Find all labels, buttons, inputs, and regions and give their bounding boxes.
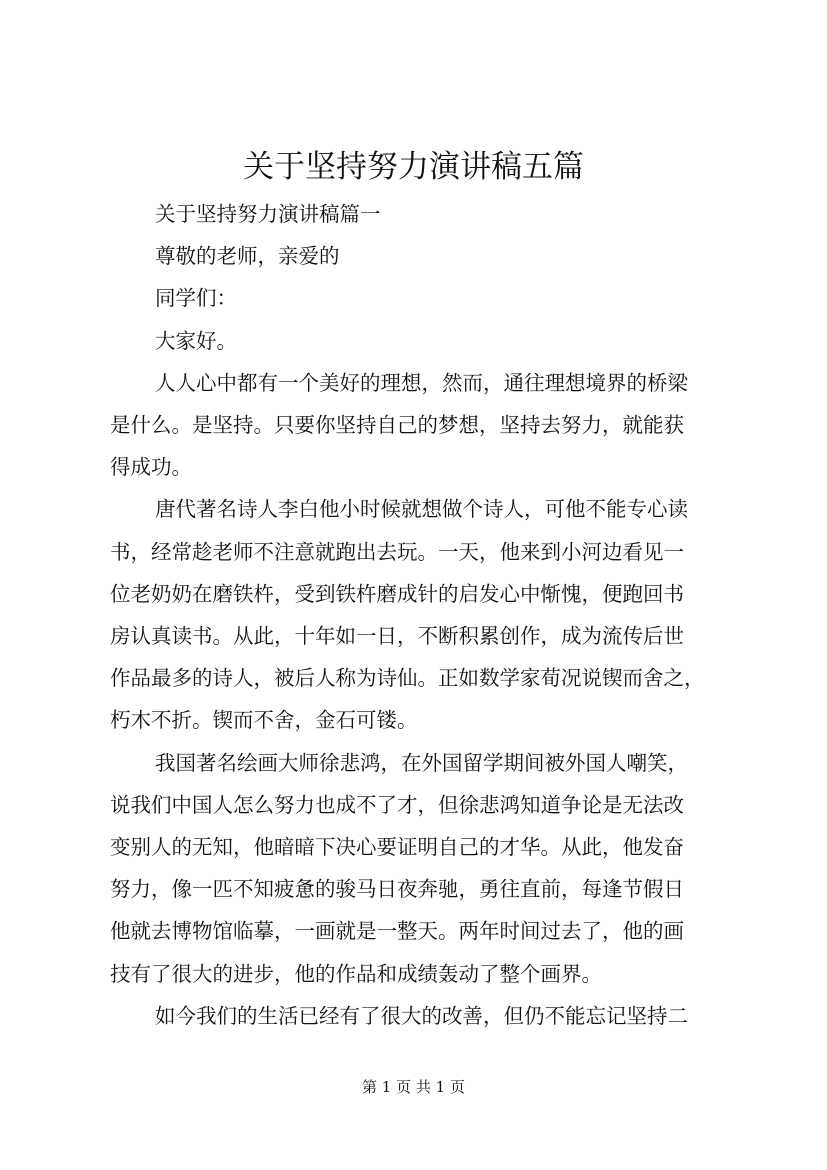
body-line: 书，经常趁老师不注意就跑出去玩。一天，他来到小河边看见一 <box>110 539 684 564</box>
body-line: 努力，像一匹不知疲惫的骏马日夜奔驰，勇往直前，每逢节假日 <box>110 877 684 902</box>
body-line: 唐代著名诗人李白他小时候就想做个诗人，可他不能专心读 <box>155 497 688 522</box>
body-line: 是什么。是坚持。只要你坚持自己的梦想，坚持去努力，就能获 <box>110 413 684 438</box>
body-line: 他就去博物馆临摹，一画就是一整天。两年时间过去了，他的画 <box>110 919 684 944</box>
body-line: 技有了很大的进步，他的作品和成绩轰动了整个画界。 <box>110 961 602 986</box>
body-line: 作品最多的诗人，被后人称为诗仙。正如数学家荀况说锲而舍之， <box>110 666 705 691</box>
body-line: 我国著名绘画大师徐悲鸿，在外国留学期间被外国人嘲笑， <box>155 750 688 775</box>
body-line: 变别人的无知，他暗暗下决心要证明自己的才华。从此，他发奋 <box>110 835 684 860</box>
page-footer: 第 1 页 共 1 页 <box>362 1078 465 1096</box>
body-line: 大家好。 <box>155 328 237 353</box>
body-line: 房认真读书。从此，十年如一日，不断积累创作，成为流传后世 <box>110 624 684 649</box>
body-line: 人人心中都有一个美好的理想，然而，通往理想境界的桥梁 <box>155 370 688 395</box>
body-line: 尊敬的老师，亲爱的 <box>155 244 340 269</box>
body-line: 位老奶奶在磨铁杵，受到铁杵磨成针的启发心中惭愧，便跑回书 <box>110 581 684 606</box>
body-line: 关于坚持努力演讲稿篇一 <box>155 202 381 226</box>
document-body <box>110 193 722 1037</box>
document-title: 关于坚持努力演讲稿五篇 <box>243 149 584 185</box>
body-line: 如今我们的生活已经有了很大的改善，但仍不能忘记坚持二 <box>155 1003 688 1028</box>
body-line: 同学们： <box>155 286 237 311</box>
body-line: 得成功。 <box>110 455 192 480</box>
body-line: 说我们中国人怎么努力也成不了才，但徐悲鸿知道争论是无法改 <box>110 792 684 817</box>
body-line: 朽木不折。锲而不舍，金石可镂。 <box>110 708 418 733</box>
